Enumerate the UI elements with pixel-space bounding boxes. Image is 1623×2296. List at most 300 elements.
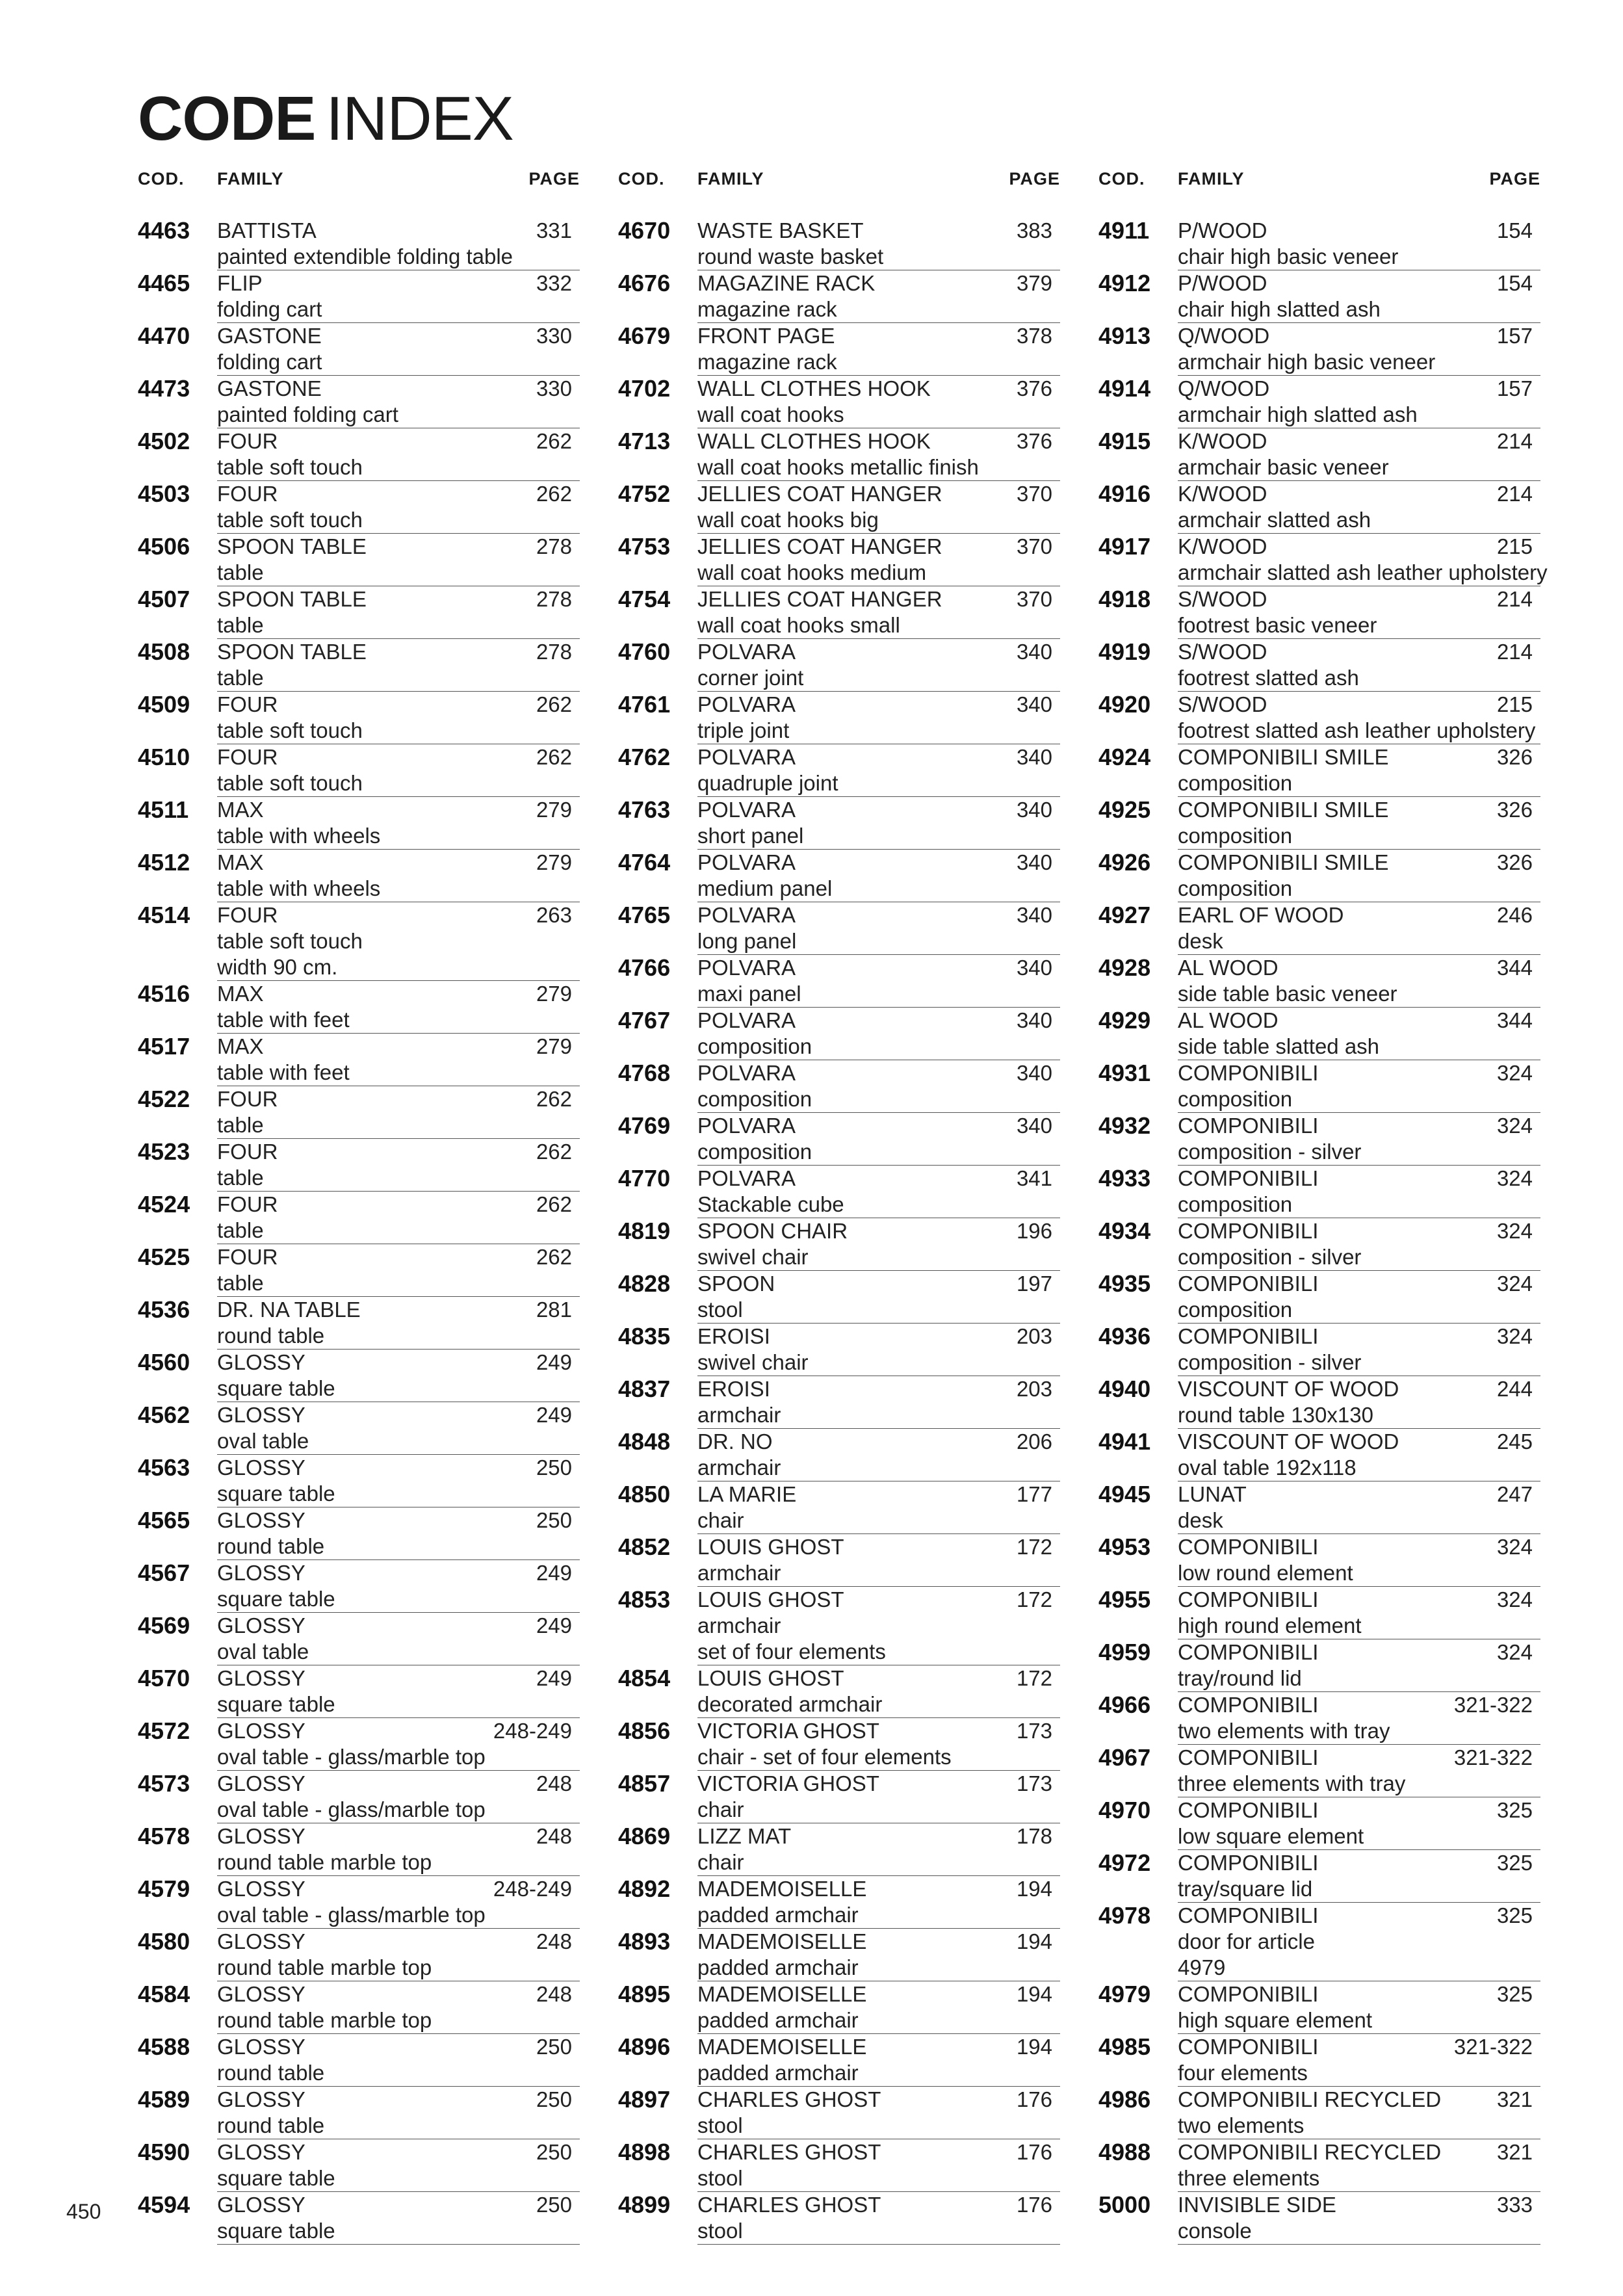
index-column-1 [138,169,580,2243]
entry-main-line [697,1665,1060,1691]
entry-description: chair - set of four elements [697,1745,952,1769]
entry-main-line [1178,1218,1540,1244]
index-entry [138,1192,580,1244]
entry-page: 154 [1496,271,1533,295]
entry-family: FOUR [217,692,278,716]
entry-details [697,1534,1060,1587]
entry-code: 4914 [1098,375,1151,402]
entry-family: COMPONIBILI [1178,1535,1319,1559]
entry-details [217,1665,580,1718]
entry-family: FOUR [217,903,278,927]
entry-description: padded armchair [697,2008,859,2032]
entry-code: 4892 [618,1875,671,1902]
entry-code: 4463 [138,217,190,244]
entry-code: 4470 [138,322,190,349]
entry-family: POLVARA [697,1061,796,1085]
index-entry [618,1481,1060,1534]
entry-main-line [217,534,580,560]
entry-main-line [217,2034,580,2060]
index-entry [618,534,1060,586]
entry-main-line [217,323,580,349]
entry-description: two elements with tray [1178,1719,1390,1743]
entry-description: wall coat hooks small [697,613,900,637]
entry-main-line [217,1771,580,1797]
entry-details [697,902,1060,955]
index-entry [138,1876,580,1929]
entry-description: composition [1178,1192,1293,1216]
entry-code: 4895 [618,1981,671,2007]
entry-family: GLOSSY [217,1982,305,2006]
index-entry [1098,1218,1540,1271]
entry-page: 172 [1016,1587,1052,1611]
entry-description: folding cart [217,297,322,321]
entry-main-line [1178,2087,1540,2113]
entry-details [1178,797,1540,850]
entry-details [217,376,580,428]
entry-details [1178,586,1540,639]
entry-page: 330 [536,376,572,400]
entry-page: 263 [536,903,572,927]
column-header [1098,169,1540,195]
entry-code: 4761 [618,691,671,718]
entry-page: 326 [1496,850,1533,874]
entry-page: 378 [1016,324,1052,348]
entry-details [217,586,580,639]
entry-main-line [217,270,580,296]
index-rows [1098,217,1548,2245]
entry-family: GLOSSY [217,2035,305,2059]
entry-description: footrest basic veneer [1178,613,1377,637]
entry-main-line [697,2192,1060,2218]
header-family: FAMILY [217,169,284,189]
entry-page: 340 [1016,956,1052,980]
entry-page: 344 [1496,1008,1533,1032]
entry-details [217,1507,580,1560]
entry-family: EARL OF WOOD [1178,903,1344,927]
title-light: INDEX [326,84,513,153]
entry-details [217,481,580,534]
entry-details [697,1376,1060,1429]
entry-code: 4512 [138,849,190,876]
entry-family: GLOSSY [217,1929,305,1953]
entry-main-line [697,850,1060,876]
entry-main-line [217,1665,580,1691]
entry-description: desk [1178,1508,1223,1532]
entry-main-line [217,744,580,770]
entry-main-line [1178,2139,1540,2165]
entry-details [217,1823,580,1876]
index-entry [138,1350,580,1402]
entry-description: armchair slatted ash [1178,508,1371,532]
entry-code: 4670 [618,217,671,244]
entry-description: table with wheels [217,824,381,848]
entry-code: 4967 [1098,1744,1151,1771]
entry-page: 325 [1496,1851,1533,1875]
entry-page: 383 [1016,218,1052,242]
entry-code: 4510 [138,744,190,770]
entry-details [1178,1692,1540,1745]
entry-details [697,1587,1060,1665]
entry-details [217,2034,580,2087]
entry-description: magazine rack [697,350,837,374]
entry-family: INVISIBLE SIDE [1178,2193,1336,2217]
index-entry [1098,1587,1540,1639]
entry-family: GLOSSY [217,1824,305,1848]
entry-page: 194 [1016,1982,1052,2006]
index-entry [1098,270,1540,323]
entry-code: 4896 [618,2033,671,2060]
entry-family: COMPONIBILI [1178,1693,1319,1717]
entry-main-line [697,1771,1060,1797]
entry-main-line [1178,1376,1540,1402]
entry-code: 4848 [618,1428,671,1455]
entry-main-line [1178,1981,1540,2007]
entry-description: composition [1178,771,1293,795]
entry-description: armchair [697,1455,781,1480]
index-entry [138,323,580,376]
entry-details [1178,2139,1540,2192]
entry-family: MADEMOISELLE [697,1877,867,1901]
entry-page: 197 [1016,1272,1052,1296]
entry-family: GLOSSY [217,1403,305,1427]
entry-code: 4567 [138,1559,190,1586]
entry-main-line [217,1981,580,2007]
entry-page: 215 [1496,692,1533,716]
index-entry [138,1507,580,1560]
entry-details [1178,639,1540,692]
entry-family: LOUIS GHOST [697,1535,844,1559]
entry-family: LA MARIE [697,1482,797,1506]
entry-code: 4917 [1098,533,1151,560]
entry-main-line [697,586,1060,612]
header-page: PAGE [1489,169,1540,189]
entry-main-line [1178,1166,1540,1192]
entry-details [217,428,580,481]
entry-main-line [697,428,1060,454]
entry-details [1178,2192,1540,2245]
entry-main-line [217,1455,580,1481]
entry-details [697,639,1060,692]
header-code: COD. [138,169,185,189]
entry-code: 4869 [618,1823,671,1849]
entry-code: 4853 [618,1586,671,1613]
entry-main-line [1178,1639,1540,1665]
entry-main-line [217,1139,580,1165]
entry-page: 331 [536,218,572,242]
index-entry [618,1534,1060,1587]
entry-page: 324 [1496,1587,1533,1611]
entry-main-line [217,1613,580,1639]
entry-details [1178,1429,1540,1481]
index-entry [1098,218,1540,270]
entry-page: 326 [1496,745,1533,769]
entry-details [1178,1376,1540,1429]
entry-description: chair [697,1850,744,1874]
index-entry [138,2087,580,2139]
index-entry [1098,323,1540,376]
entry-family: JELLIES COAT HANGER [697,587,942,611]
entry-main-line [217,1192,580,1218]
entry-details [1178,1797,1540,1850]
entry-code: 4936 [1098,1323,1151,1350]
index-entry [618,586,1060,639]
entry-main-line [1178,1534,1540,1560]
entry-code: 4835 [618,1323,671,1350]
entry-family: GASTONE [217,376,322,400]
entry-page: 250 [536,2087,572,2111]
entry-main-line [217,981,580,1007]
entry-code: 4764 [618,849,671,876]
entry-code: 4935 [1098,1270,1151,1297]
index-entry [618,1060,1060,1113]
entry-page: 194 [1016,1877,1052,1901]
entry-page: 157 [1496,324,1533,348]
entry-description: painted extendible folding table [217,244,513,268]
index-entry [1098,2034,1540,2087]
entry-main-line [697,1481,1060,1507]
entry-code: 4769 [618,1112,671,1139]
entry-main-line [697,1534,1060,1560]
entry-details [1178,1008,1540,1060]
entry-family: S/WOOD [1178,640,1267,664]
entry-details [217,744,580,797]
entry-code: 4578 [138,1823,190,1849]
entry-family: POLVARA [697,745,796,769]
entry-page: 214 [1496,482,1533,506]
entry-description: oval table - glass/marble top [217,1745,486,1769]
entry-main-line [697,481,1060,507]
entry-description: chair [697,1797,744,1821]
entry-page: 340 [1016,850,1052,874]
index-entry [1098,1745,1540,1797]
entry-description: round table marble top [217,2008,432,2032]
entry-description: stool [697,2219,743,2243]
entry-description: three elements with tray [1178,1771,1406,1795]
entry-family: VISCOUNT OF WOOD [1178,1429,1399,1454]
entry-description: corner joint [697,666,804,690]
entry-page: 262 [536,1087,572,1111]
entry-main-line [217,1034,580,1060]
entry-page: 262 [536,429,572,453]
entry-page: 247 [1496,1482,1533,1506]
entry-description: width 90 cm. [217,955,338,979]
entry-family: LOUIS GHOST [697,1666,844,1690]
entry-code: 4713 [618,428,671,454]
entry-details [217,2087,580,2139]
index-entry [1098,1166,1540,1218]
entry-code: 4573 [138,1770,190,1797]
entry-family: BATTISTA [217,218,317,242]
entry-main-line [1178,692,1540,718]
index-entry [138,2034,580,2087]
entry-details [1178,1639,1540,1692]
entry-family: COMPONIBILI [1178,1324,1319,1348]
entry-family: COMPONIBILI [1178,1798,1319,1822]
entry-family: MADEMOISELLE [697,1929,867,1953]
entry-details [217,1244,580,1297]
index-entry [1098,2192,1540,2245]
entry-details [1178,270,1540,323]
entry-page: 278 [536,587,572,611]
entry-code: 4516 [138,980,190,1007]
entry-main-line [697,1166,1060,1192]
entry-main-line [697,1876,1060,1902]
entry-description: armchair [697,1561,781,1585]
entry-family: POLVARA [697,956,796,980]
entry-family: Q/WOOD [1178,376,1270,400]
index-entry [618,428,1060,481]
entry-code: 4563 [138,1454,190,1481]
entry-page: 340 [1016,745,1052,769]
entry-description: two elements [1178,2113,1305,2137]
entry-family: FLIP [217,271,263,295]
entry-code: 4514 [138,902,190,928]
entry-family: MADEMOISELLE [697,1982,867,2006]
entry-description: stool [697,2166,743,2190]
entry-code: 4465 [138,270,190,296]
entry-main-line [697,1929,1060,1955]
entry-page: 248-249 [493,1719,572,1743]
entry-code: 4931 [1098,1060,1151,1086]
entry-family: COMPONIBILI [1178,1219,1319,1243]
entry-description: composition - silver [1178,1140,1362,1164]
entry-main-line [697,1324,1060,1350]
entry-family: POLVARA [697,850,796,874]
entry-family: FOUR [217,482,278,506]
entry-description: armchair [697,1403,781,1427]
entry-family: MAX [217,1034,264,1058]
entry-family: DR. NA TABLE [217,1298,361,1322]
index-rows [618,218,1060,2245]
index-entry [138,428,580,481]
entry-details [1178,1481,1540,1534]
entry-details [697,2087,1060,2139]
entry-page: 176 [1016,2087,1052,2111]
header-page: PAGE [528,169,580,189]
index-entry [1098,797,1540,850]
entry-page: 214 [1496,640,1533,664]
entry-description: round table [217,2061,325,2085]
entry-main-line [697,639,1060,665]
entry-code: 4970 [1098,1797,1151,1823]
entry-family: Q/WOOD [1178,324,1270,348]
index-entry [1098,1376,1540,1429]
entry-main-line [1178,270,1540,296]
entry-description: table soft touch [217,718,363,742]
entry-page: 262 [536,1192,572,1216]
index-entry [138,1034,580,1086]
entry-details [217,1876,580,1929]
index-entry [138,1613,580,1665]
entry-main-line [697,1060,1060,1086]
entry-details [697,586,1060,639]
index-entry [138,1402,580,1455]
entry-code: 4898 [618,2139,671,2165]
entry-page: 325 [1496,1982,1533,2006]
entry-code: 4979 [1098,1981,1151,2007]
entry-details [697,1665,1060,1718]
entry-code: 4934 [1098,1218,1151,1244]
index-entry [618,1271,1060,1324]
entry-page: 279 [536,798,572,822]
entry-code: 4850 [618,1481,671,1507]
entry-code: 4986 [1098,2086,1151,2113]
entry-details [217,323,580,376]
entry-family: COMPONIBILI [1178,2035,1319,2059]
entry-code: 4584 [138,1981,190,2007]
entry-family: GLOSSY [217,2193,305,2217]
index-entry [618,850,1060,902]
entry-main-line [1178,1745,1540,1771]
entry-code: 4507 [138,586,190,612]
entry-main-line [697,1718,1060,1744]
page-number: 450 [66,2200,101,2223]
entry-family: COMPONIBILI SMILE [1178,745,1389,769]
entry-main-line [1178,1692,1540,1718]
entry-description: chair high slatted ash [1178,297,1381,321]
entry-page: 324 [1496,1219,1533,1243]
entry-code: 4524 [138,1191,190,1218]
entry-description: square table [217,1376,335,1400]
entry-code: 4523 [138,1138,190,1165]
entry-details [1178,1850,1540,1903]
entry-details [1178,1166,1540,1218]
entry-details [697,744,1060,797]
entry-main-line [1178,902,1540,928]
entry-main-line [217,1876,580,1902]
entry-family: COMPONIBILI [1178,1061,1319,1085]
entry-description: magazine rack [697,297,837,321]
index-entry [1098,586,1540,639]
entry-family: EROISI [697,1377,770,1401]
entry-details [697,323,1060,376]
entry-page: 321 [1496,2087,1533,2111]
entry-page: 250 [536,2035,572,2059]
entry-details [217,218,580,270]
entry-main-line [1178,218,1540,244]
entry-details [697,1324,1060,1376]
entry-main-line [1178,586,1540,612]
entry-description: table with wheels [217,876,381,900]
index-entry [138,1823,580,1876]
entry-code: 4522 [138,1086,190,1112]
entry-family: COMPONIBILI [1178,1982,1319,2006]
entry-description: round table [217,1534,325,1558]
entry-page: 340 [1016,903,1052,927]
entry-details [697,1481,1060,1534]
entry-description: side table slatted ash [1178,1034,1380,1058]
entry-main-line [1178,955,1540,981]
index-entry [618,2139,1060,2192]
entry-code: 4933 [1098,1165,1151,1192]
entry-family: SPOON TABLE [217,640,367,664]
entry-description: oval table [217,1429,309,1453]
entry-details [1178,218,1540,270]
entry-description: table [217,560,264,584]
entry-details [697,2139,1060,2192]
entry-description: chair high basic veneer [1178,244,1399,268]
index-entry [618,2034,1060,2087]
entry-code: 4768 [618,1060,671,1086]
index-entry [1098,639,1540,692]
entry-family: FOUR [217,1245,278,1269]
entry-code: 4924 [1098,744,1151,770]
entry-details [697,218,1060,270]
index-entry [1098,533,1548,586]
entry-main-line [217,481,580,507]
entry-description: composition - silver [1178,1245,1362,1269]
entry-description: padded armchair [697,2061,859,2085]
